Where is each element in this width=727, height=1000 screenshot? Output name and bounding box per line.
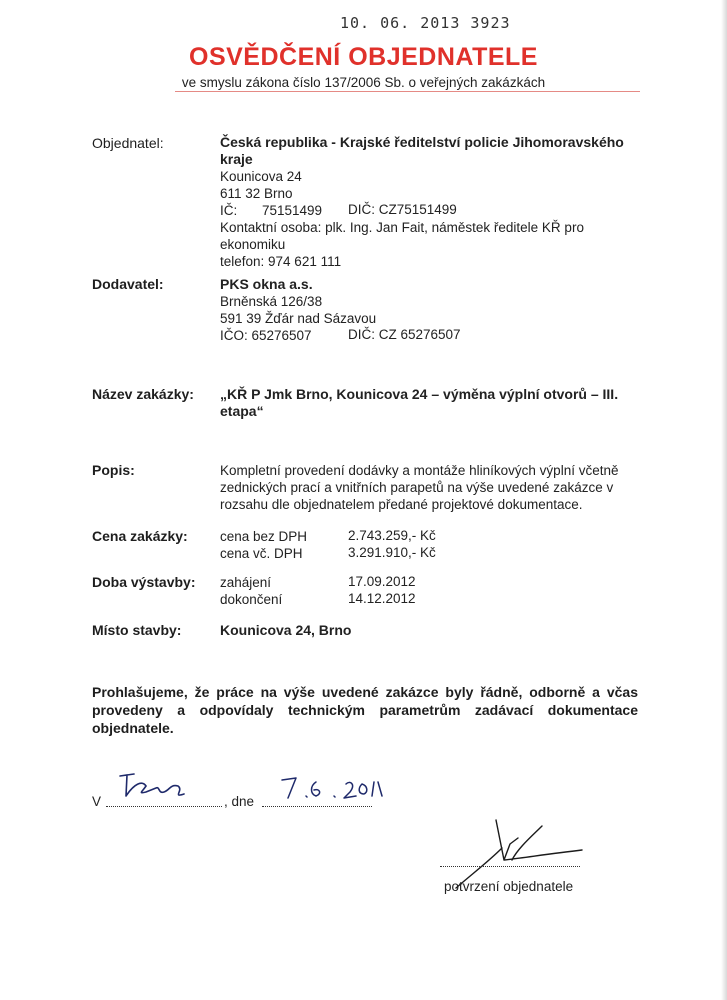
zakazka-label: Název zakázky:	[92, 386, 194, 402]
objednatel-name-line2: kraje	[220, 151, 253, 167]
cena-label: Cena zakázky:	[92, 528, 188, 544]
popis-label: Popis:	[92, 462, 135, 478]
objednatel-phone: telefon: 974 621 111	[220, 254, 342, 269]
doba-row2-label: dokončení	[220, 592, 283, 607]
misto-value: Kounicova 24, Brno	[220, 622, 352, 638]
doba-row2-value: 14.12.2012	[348, 591, 416, 606]
objednatel-contact-line2: ekonomiku	[220, 237, 286, 252]
objednatel-ic-value: 75151499	[262, 203, 323, 218]
doba-row1-label: zahájení	[220, 575, 272, 590]
misto-label: Místo stavby:	[92, 622, 182, 638]
doba-row1-value: 17.09.2012	[348, 574, 416, 589]
declaration-text: Prohlašujeme, že práce na výše uvedené zakázce byly řádně, odborně a včas provedeny a odpovídaly technickým parametrům zadávací dokumentace objednatele.	[92, 684, 638, 736]
handwritten-place	[112, 770, 202, 804]
objednatel-ic-label: IČ:	[220, 203, 238, 218]
cena-row1-label: cena bez DPH	[220, 529, 308, 544]
received-stamp: 10. 06. 2013 3923	[340, 14, 511, 32]
objednatel-label: Objednatel:	[92, 135, 164, 151]
dodavatel-name: PKS okna a.s.	[220, 276, 313, 292]
cena-row1-value: 2.743.259,- Kč	[348, 528, 436, 543]
objednatel-street: Kounicova 24	[220, 169, 302, 184]
dodavatel-label: Dodavatel:	[92, 276, 164, 292]
date-dotted-line	[262, 806, 372, 807]
place-dotted-line	[106, 806, 222, 807]
popis-line3: rozsahu dle objednatelem předané projektové dokumentace.	[220, 497, 583, 512]
place-label: V	[92, 794, 102, 809]
scan-edge-shadow	[721, 0, 727, 1000]
objednatel-dic: DIČ: CZ75151499	[348, 202, 457, 217]
handwritten-date	[276, 772, 386, 804]
cena-row2-label: cena vč. DPH	[220, 546, 303, 561]
doba-label: Doba výstavby:	[92, 574, 196, 590]
dodavatel-ico: IČO: 65276507	[220, 328, 312, 343]
cena-row2-value: 3.291.910,- Kč	[348, 545, 436, 560]
document-subtitle: ve smyslu zákona číslo 137/2006 Sb. o veřejných zakázkách	[181, 75, 546, 90]
document-title: OSVĚDČENÍ OBJEDNATELE	[189, 43, 538, 71]
objednatel-city: 611 32 Brno	[220, 186, 293, 201]
dodavatel-dic: DIČ: CZ 65276507	[348, 327, 461, 342]
dodavatel-street: Brněnská 126/38	[220, 294, 323, 309]
date-label: , dne	[224, 794, 255, 809]
zakazka-line1: „KŘ P Jmk Brno, Kounicova 24 – výměna výplní otvorů – III.	[220, 386, 619, 402]
signature-caption: potvrzení objednatele	[444, 879, 574, 894]
objednatel-name-line1: Česká republika - Krajské ředitelství policie Jihomoravského	[220, 134, 624, 150]
popis-line2: zednických prací a vnitřních parapetů na výše uvedené zakázce v	[220, 480, 614, 495]
dodavatel-city: 591 39 Žďár nad Sázavou	[220, 311, 377, 326]
popis-line1: Kompletní provedení dodávky a montáže hliníkových výplní včetně	[220, 463, 619, 478]
title-underline	[175, 91, 640, 92]
zakazka-line2: etapa“	[220, 403, 264, 419]
objednatel-contact-line1: Kontaktní osoba: plk. Ing. Jan Fait, náměstek ředitele KŘ pro	[220, 220, 584, 235]
